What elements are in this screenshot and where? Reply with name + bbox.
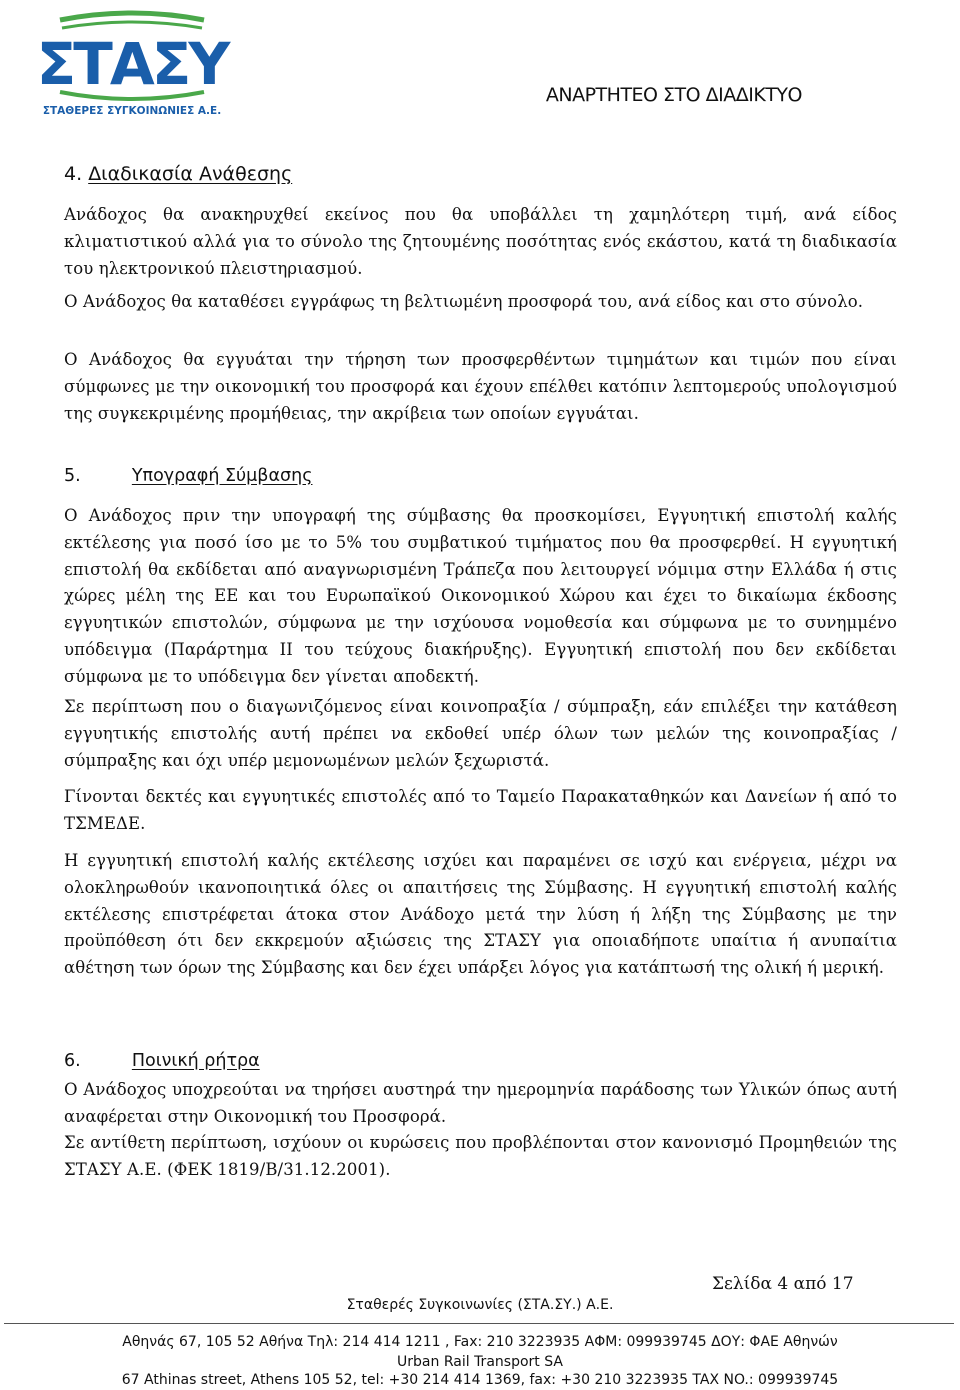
section-4-heading xyxy=(64,163,292,185)
section-5-number: 5. xyxy=(64,466,81,486)
svg-text:ΣΤΑΘΕΡΕΣ ΣΥΓΚΟΙΝΩΝΙΕΣ Α.Ε.: ΣΤΑΘΕΡΕΣ ΣΥΓΚΟΙΝΩΝΙΕΣ Α.Ε. xyxy=(42,105,222,117)
section-6-number: 6. xyxy=(64,1051,81,1071)
footer-company-english: Urban Rail Transport SA xyxy=(397,1354,563,1370)
section-4-paragraph-3: Ο Ανάδοχος θα εγγυάται την τήρηση των προσφερθέντων τιμημάτων και τιμών που είναι σύμφωνες με την οικονομική του προσφορά και έχουν επέλθει κατόπιν λεπτομερούς υπολογισμού της συγκεκριμένης προμήθειας, την ακρίβεια των οποίων εγγυάται. xyxy=(64,350,897,423)
section-5-heading xyxy=(64,466,312,486)
section-6-paragraph-2: Σε αντίθετη περίπτωση, ισχύουν οι κυρώσεις που προβλέπονται στον κανονισμό Προμηθειών της ΣΤΑΣΥ Α.Ε. (ΦΕΚ 1819/Β/31.12.2001). xyxy=(64,1133,897,1179)
section-6-paragraph-1: Ο Ανάδοχος υποχρεούται να τηρήσει αυστηρά την ημερομηνία παράδοσης των Υλικών όπως αυτή αναφέρεται στην Οικονομική του Προσφορά. xyxy=(64,1080,897,1126)
posting-label: ΑΝΑΡΤΗΤΕΟ ΣΤΟ ΔΙΑΔΙΚΤΥΟ xyxy=(545,84,802,106)
footer-company-greek: Σταθερές Συγκοινωνίες (ΣΤΑ.ΣΥ.) Α.Ε. xyxy=(346,1297,614,1313)
section-5-paragraph-3: Γίνονται δεκτές και εγγυητικές επιστολές από το Ταμείο Παρακαταθηκών και Δανείων ή από το ΤΣΜΕΔΕ. xyxy=(64,787,897,833)
section-5-paragraph-2: Σε περίπτωση που ο διαγωνιζόμενος είναι κοινοπραξία / σύμπραξη, εάν επιλέξει την κατάθεση εγγυητικής επιστολής αυτή πρέπει να εκδοθεί υπέρ όλων των μελών της κοινοπραξίας / σύμπραξης και όχι υπέρ μεμονωμένων μελών ξεχωριστά. xyxy=(64,697,897,770)
company-logo xyxy=(36,8,228,120)
section-5-paragraph-1: Ο Ανάδοχος πριν την υπογραφή της σύμβασης θα προσκομίσει, Εγγυητική επιστολή καλής εκτέλεσης για ποσό ίσο με το 5% του συμβατικού τιμήματος που θα προσφερθεί. Η εγγυητική επιστολή θα εκδίδεται από αναγνωρισμένη Τράπεζα που λειτουργεί νόμιμα στην Ελλάδα ή στις χώρες μέλη της ΕΕ και του Ευρωπαϊκού Οικονομικού Χώρου και έχει το δικαίωμα έκδοσης εγγυητικών επιστολών, σύμφωνα με την ισχύουσα νομοθεσία και σύμφωνα με το συνημμένο υπόδειγμα (Παράρτημα ΙΙ του τεύχους διακήρυξης). Εγγυητική επιστολή που δεν εκδίδεται σύμφωνα με το υπόδειγμα δεν γίνεται αποδεκτή. xyxy=(64,506,897,686)
footer-address-greek: Αθηνάς 67, 105 52 Αθήνα Τηλ: 214 414 1211 , Fax: 210 3223935 ΑΦΜ: 099939745 ΔΟΥ: ΦΑΕ Αθηνών xyxy=(122,1334,838,1350)
page-number: Σελίδα 4 από 17 xyxy=(712,1274,854,1294)
section-4-title: Διαδικασία Ανάθεσης xyxy=(88,163,293,185)
section-5-title: Υπογραφή Σύμβασης xyxy=(131,466,313,486)
svg-text:ΣΤΑΣΥ: ΣΤΑΣΥ xyxy=(36,30,228,98)
section-4-paragraph-2: Ο Ανάδοχος θα καταθέσει εγγράφως τη βελτιωμένη προσφορά του, ανά είδος και στο σύνολο. xyxy=(64,292,864,311)
footer-divider xyxy=(4,1323,954,1324)
section-6-heading xyxy=(64,1051,260,1071)
footer-address-english: 67 Athinas street, Athens 105 52, tel: +30 214 414 1369, fax: +30 210 3223935 TAX NO.: 099939745 xyxy=(121,1372,839,1388)
section-4-paragraph-1: Ανάδοχος θα ανακηρυχθεί εκείνος που θα υποβάλλει τη χαμηλότερη τιμή, ανά είδος κλιματιστικού αλλά για το σύνολο της ζητουμένης ποσότητας ενός εκάστου, κατά τη διαδικασία του ηλεκτρονικού πλειστηριασμού. xyxy=(64,205,897,278)
section-6-title: Ποινική ρήτρα xyxy=(131,1051,260,1071)
section-4-number: 4. xyxy=(64,163,83,185)
section-5-paragraph-4: Η εγγυητική επιστολή καλής εκτέλεσης ισχύει και παραμένει σε ισχύ και ενέργεια, μέχρι να ολοκληρωθούν ικανοποιητικά όλες οι απαιτήσεις της Σύμβασης. Η εγγυητική επιστολή καλής εκτέλεσης επιστρέφεται άτοκα στον Ανάδοχο μετά την λύση ή λήξη της Σύμβασης με την προϋπόθεση ότι δεν εκκρεμούν αξιώσεις της ΣΤΑΣΥ για οποιαδήποτε υπαίτια ή ανυπαίτια αθέτηση των όρων της Σύμβασης και δεν έχει υπάρξει λόγος για κατάπτωσή της ολική ή μερική. xyxy=(64,851,897,978)
